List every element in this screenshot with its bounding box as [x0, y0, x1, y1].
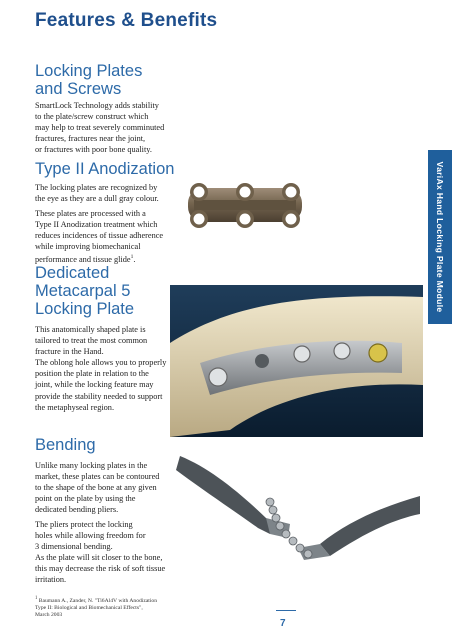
footnote-mark: 1: [35, 596, 38, 601]
text-line: market, these plates can be contoured: [35, 472, 160, 482]
heading-line: Bending: [35, 436, 96, 454]
screw-head: [294, 346, 310, 362]
chain-link: [266, 498, 274, 506]
footnote-line: Baumann A., Zander, N. "Ti6Al4V with Anodization: [38, 597, 158, 604]
page-title: Features & Benefits: [35, 10, 218, 31]
plate-bridge: [194, 200, 296, 210]
text-line: reduces incidences of tissue adherence: [35, 231, 164, 241]
heading-line: Dedicated: [35, 264, 110, 282]
pliers-handle: [320, 496, 420, 556]
text-line: the metaphyseal region.: [35, 402, 115, 412]
screw-hole: [255, 354, 269, 368]
locking-plates-text: [35, 100, 164, 155]
text-line: position the plate in relation to the: [35, 369, 149, 379]
text-line: point on the plate by using the: [35, 494, 136, 504]
pliers-left: [176, 456, 290, 538]
bending-text-2: [35, 519, 165, 586]
chain-link: [304, 550, 312, 558]
pliers-handle: [176, 456, 276, 534]
text-line: fractures, fractures near the joint,: [35, 134, 146, 144]
text-line: fracture in the Hand.: [35, 347, 104, 357]
heading-line: Metacarpal 5: [35, 282, 131, 300]
text-line: this may decrease the risk of soft tissue: [35, 564, 166, 574]
screw-head: [334, 343, 350, 359]
chain-link: [272, 514, 280, 522]
side-tab: [428, 150, 452, 324]
heading-locking-plates: [35, 62, 142, 98]
gold-screw-head: [369, 344, 387, 362]
page-number: 7: [280, 618, 286, 629]
metacarpal-plate-on-bone-photo: [170, 285, 423, 437]
text-line: performance and tissue glide: [35, 255, 131, 265]
anodization-text-1: [35, 182, 159, 204]
text-punct: .: [133, 255, 136, 265]
text-line: to the plate/screw construct which: [35, 112, 149, 122]
text-line: This anatomically shaped plate is: [35, 325, 146, 334]
metacarpal-text: [35, 324, 166, 413]
plate-hole: [240, 214, 251, 225]
screw-head: [209, 368, 227, 386]
text-line: while improving biomechanical: [35, 242, 141, 252]
text-line: 3 dimensional bending.: [35, 542, 113, 552]
text-line: the eye as they are a dull gray colour.: [35, 194, 159, 204]
pliers-right: [298, 496, 420, 560]
heading-line: and Screws: [35, 80, 122, 98]
heading-line: Locking Plate: [35, 300, 135, 318]
text-line: tailored to treat the most common: [35, 336, 148, 346]
text-line: dedicated bending pliers.: [35, 505, 119, 515]
chain-link: [276, 522, 284, 530]
plate-hole: [240, 187, 251, 198]
footnote-line: March 2003: [35, 612, 63, 619]
locking-plate-photo: [180, 178, 310, 233]
anodization-text-2: [35, 208, 163, 265]
text-line: joint, while the locking feature may: [35, 380, 154, 390]
text-line: The locking plates are recognized by: [35, 183, 158, 192]
text-line: Type II Anodization treatment which: [35, 220, 158, 230]
heading-bending: [35, 436, 96, 454]
heading-line: Type II Anodization: [35, 160, 175, 178]
text-line: irritation.: [35, 575, 67, 585]
page-number-rule: [276, 610, 296, 611]
plate-hole: [194, 214, 205, 225]
text-line: may help to treat severely comminuted: [35, 123, 165, 133]
plate-hole: [286, 187, 297, 198]
heading-line: Locking Plates: [35, 62, 143, 80]
text-line: These plates are processed with a: [35, 209, 146, 218]
chain-link: [269, 506, 277, 514]
plate-hole: [194, 187, 205, 198]
text-line: As the plate will sit closer to the bone,: [35, 553, 163, 563]
chain-link: [296, 544, 304, 552]
chain-link: [289, 537, 297, 545]
text-line: provide the stability needed to support: [35, 391, 163, 401]
text-line: Unlike many locking plates in the: [35, 461, 148, 470]
heading-type-ii-anodization: [35, 160, 174, 178]
bending-text-1: [35, 460, 159, 515]
heading-metacarpal-plate: [35, 264, 134, 318]
chain-link: [282, 530, 290, 538]
footnote-ref: 1: [130, 254, 134, 261]
text-line: holes while allowing freedom for: [35, 531, 146, 541]
footnote-line: Type II: Biological and Biomechanical Effects",: [35, 605, 143, 612]
text-line: The oblong hole allows you to properly: [35, 358, 167, 368]
bending-pliers-photo: [170, 448, 423, 588]
text-line: or fractures with poor bone quality.: [35, 145, 152, 155]
text-line: to the shape of the bone at any given: [35, 483, 157, 493]
plate-hole: [286, 214, 297, 225]
text-line: The pliers protect the locking: [35, 520, 133, 529]
footnote: [35, 595, 235, 619]
text-line: SmartLock Technology adds stability: [35, 101, 159, 110]
side-tab-label: VariAx Hand Locking Plate Module: [435, 161, 445, 313]
